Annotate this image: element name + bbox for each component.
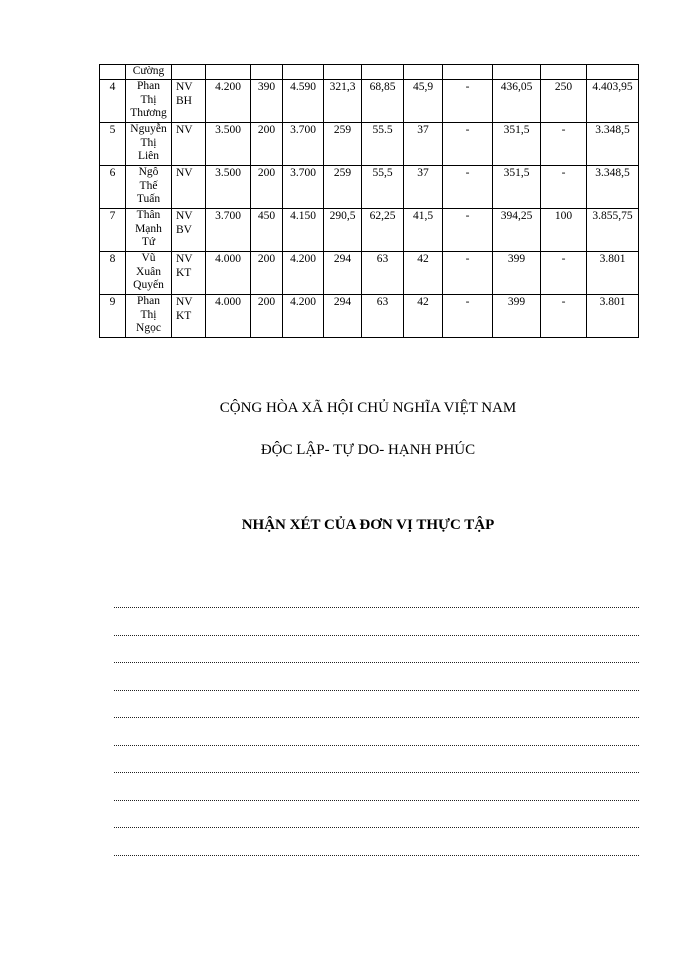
cell-value: - bbox=[443, 295, 493, 338]
cell-value: 399 bbox=[493, 295, 541, 338]
cell-no: 7 bbox=[100, 209, 126, 252]
cell-no: 8 bbox=[100, 252, 126, 295]
role-line: NV bbox=[176, 210, 193, 222]
cell-value: 321,3 bbox=[324, 80, 362, 123]
role-line: NV bbox=[176, 81, 193, 93]
cell-value: 3.700 bbox=[283, 123, 324, 166]
cell-value: 3.348,5 bbox=[587, 166, 639, 209]
salary-table bbox=[99, 64, 639, 338]
cell-value: 4.000 bbox=[206, 252, 251, 295]
cell-no: 4 bbox=[100, 80, 126, 123]
cell-value: 37 bbox=[404, 166, 443, 209]
cell-value: 4.200 bbox=[283, 295, 324, 338]
cell-no: 9 bbox=[100, 295, 126, 338]
cell-value: 394,25 bbox=[493, 209, 541, 252]
name-line: Cường bbox=[132, 65, 165, 77]
cell-value: 55,5 bbox=[362, 166, 404, 209]
cell-no: 5 bbox=[100, 123, 126, 166]
cell-name bbox=[126, 123, 172, 166]
cell-name bbox=[126, 166, 172, 209]
cell-value: - bbox=[443, 209, 493, 252]
cell-value: 3.500 bbox=[206, 123, 251, 166]
table-row bbox=[100, 209, 639, 252]
cell-role bbox=[172, 295, 206, 338]
name-line: Quyến bbox=[133, 279, 164, 291]
cell-value: 42 bbox=[404, 295, 443, 338]
table-row bbox=[100, 65, 639, 80]
cell-value: 63 bbox=[362, 295, 404, 338]
name-line: Phan bbox=[137, 295, 160, 307]
cell-value: 4.200 bbox=[206, 80, 251, 123]
cell-role bbox=[172, 252, 206, 295]
cell-no bbox=[100, 65, 126, 80]
name-line: Phan bbox=[137, 80, 160, 92]
cell-value: 100 bbox=[541, 209, 587, 252]
cell-role bbox=[172, 65, 206, 80]
page-title: NHẬN XÉT CỦA ĐƠN VỊ THỰC TẬP bbox=[241, 517, 495, 533]
cell-value: 200 bbox=[251, 166, 283, 209]
cell-name bbox=[126, 252, 172, 295]
name-line: Thương bbox=[130, 107, 167, 119]
cell-value: 3.801 bbox=[587, 295, 639, 338]
cell-value: 4.200 bbox=[283, 252, 324, 295]
cell-role bbox=[172, 166, 206, 209]
cell-value: 68,85 bbox=[362, 80, 404, 123]
cell-value: 200 bbox=[251, 252, 283, 295]
comment-line bbox=[114, 648, 639, 663]
name-line: Mạnh bbox=[135, 222, 162, 235]
cell-value bbox=[493, 65, 541, 80]
name-line: Thân bbox=[136, 209, 161, 221]
role-line: BH bbox=[176, 95, 192, 107]
name-line: Thế bbox=[139, 179, 158, 192]
cell-role bbox=[172, 123, 206, 166]
role-line: NV bbox=[176, 296, 193, 308]
cell-value: 250 bbox=[541, 80, 587, 123]
cell-role bbox=[172, 209, 206, 252]
cell-value bbox=[443, 65, 493, 80]
cell-value: 450 bbox=[251, 209, 283, 252]
cell-value: 62,25 bbox=[362, 209, 404, 252]
cell-value: 4.590 bbox=[283, 80, 324, 123]
role-line: KT bbox=[176, 310, 192, 322]
name-line: Nguyễn bbox=[130, 123, 167, 135]
cell-value: 4.150 bbox=[283, 209, 324, 252]
cell-value: 351,5 bbox=[493, 123, 541, 166]
cell-value bbox=[324, 65, 362, 80]
name-line: Vũ bbox=[141, 252, 156, 264]
cell-value: 259 bbox=[324, 166, 362, 209]
cell-name bbox=[126, 295, 172, 338]
name-line: Thị bbox=[140, 93, 157, 106]
cell-value bbox=[404, 65, 443, 80]
table-row bbox=[100, 166, 639, 209]
name-line: Thị bbox=[140, 136, 157, 149]
cell-name bbox=[126, 65, 172, 80]
cell-value: 3.500 bbox=[206, 166, 251, 209]
cell-value: 351,5 bbox=[493, 166, 541, 209]
cell-value: 37 bbox=[404, 123, 443, 166]
cell-value: 200 bbox=[251, 123, 283, 166]
cell-role bbox=[172, 80, 206, 123]
cell-value: 3.801 bbox=[587, 252, 639, 295]
name-line: Xuân bbox=[136, 265, 161, 278]
cell-value bbox=[283, 65, 324, 80]
name-line: Liên bbox=[137, 150, 160, 162]
cell-value: - bbox=[541, 123, 587, 166]
cell-value: 290,5 bbox=[324, 209, 362, 252]
cell-value: 3.700 bbox=[206, 209, 251, 252]
cell-value bbox=[362, 65, 404, 80]
cell-value: - bbox=[541, 252, 587, 295]
cell-value: 4.000 bbox=[206, 295, 251, 338]
name-line: Tuấn bbox=[136, 193, 161, 205]
cell-value: 436,05 bbox=[493, 80, 541, 123]
cell-value: - bbox=[541, 295, 587, 338]
role-line: NV bbox=[176, 253, 193, 265]
cell-value bbox=[251, 65, 283, 80]
name-line: Thị bbox=[140, 308, 157, 321]
cell-value: 399 bbox=[493, 252, 541, 295]
motto-heading: ĐỘC LẬP- TỰ DO- HẠNH PHÚC bbox=[260, 442, 476, 458]
role-line: NV bbox=[176, 124, 193, 136]
cell-value: - bbox=[541, 166, 587, 209]
cell-value: 3.855,75 bbox=[587, 209, 639, 252]
cell-value: 4.403,95 bbox=[587, 80, 639, 123]
cell-value: 41,5 bbox=[404, 209, 443, 252]
cell-value: 45,9 bbox=[404, 80, 443, 123]
cell-value: - bbox=[443, 252, 493, 295]
cell-value: 294 bbox=[324, 295, 362, 338]
table-row bbox=[100, 295, 639, 338]
cell-value: - bbox=[443, 80, 493, 123]
republic-heading: CỘNG HÒA XÃ HỘI CHỦ NGHĨA VIỆT NAM bbox=[219, 400, 517, 416]
comment-line bbox=[114, 676, 639, 691]
cell-value: 294 bbox=[324, 252, 362, 295]
cell-value bbox=[206, 65, 251, 80]
cell-value bbox=[587, 65, 639, 80]
comment-line bbox=[114, 786, 639, 801]
cell-value: 63 bbox=[362, 252, 404, 295]
table-row bbox=[100, 80, 639, 123]
comment-line bbox=[114, 841, 639, 856]
cell-value: 42 bbox=[404, 252, 443, 295]
comment-line bbox=[114, 703, 639, 718]
name-line: Ngọc bbox=[136, 322, 161, 334]
role-line: KT bbox=[176, 267, 192, 279]
role-line: BV bbox=[176, 224, 192, 236]
cell-value: 3.348,5 bbox=[587, 123, 639, 166]
cell-value: 200 bbox=[251, 295, 283, 338]
name-line: Tứ bbox=[141, 236, 156, 248]
cell-value: - bbox=[443, 166, 493, 209]
cell-name bbox=[126, 80, 172, 123]
table-row bbox=[100, 123, 639, 166]
cell-value: 390 bbox=[251, 80, 283, 123]
name-line: Ngô bbox=[138, 166, 159, 178]
cell-value: - bbox=[443, 123, 493, 166]
cell-value: 3.700 bbox=[283, 166, 324, 209]
comment-line bbox=[114, 731, 639, 746]
table-row bbox=[100, 252, 639, 295]
comment-line bbox=[114, 813, 639, 828]
cell-value: 259 bbox=[324, 123, 362, 166]
cell-value: 55.5 bbox=[362, 123, 404, 166]
comment-line bbox=[114, 758, 639, 773]
role-line: NV bbox=[176, 167, 193, 179]
cell-name bbox=[126, 209, 172, 252]
cell-value bbox=[541, 65, 587, 80]
comment-line bbox=[114, 593, 639, 608]
comment-line bbox=[114, 621, 639, 636]
cell-no: 6 bbox=[100, 166, 126, 209]
